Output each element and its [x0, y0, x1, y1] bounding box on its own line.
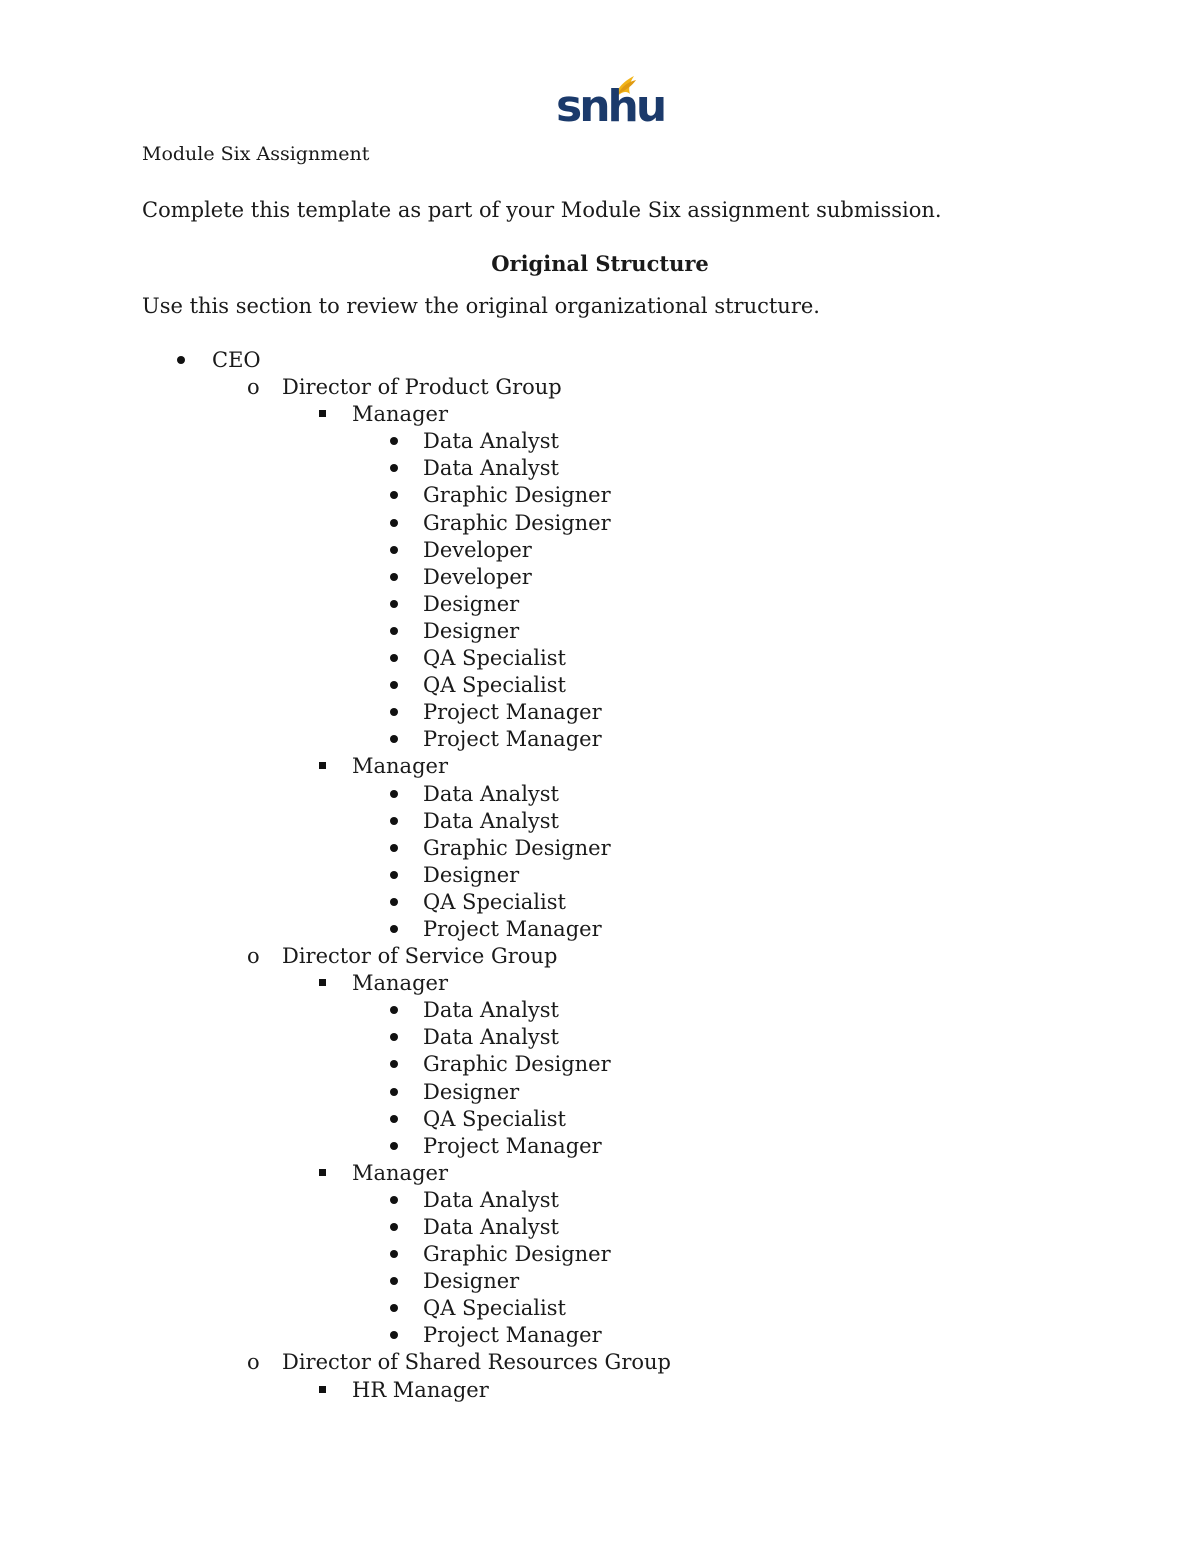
bullet-disc-icon [390, 790, 398, 798]
list-item-director [0, 1348, 1200, 1375]
list-item-staff [0, 1267, 1200, 1294]
list-item-manager [0, 1159, 1200, 1186]
bullet-square-icon [319, 1386, 326, 1393]
item-label: Manager [352, 971, 448, 996]
item-label: QA Specialist [423, 1106, 566, 1131]
list-item-staff [0, 780, 1200, 807]
item-label: Graphic Designer [423, 1242, 611, 1267]
bullet-disc-icon [390, 735, 398, 743]
bullet-disc-icon [390, 1331, 398, 1339]
bullet-disc-icon [390, 1196, 398, 1204]
org-chart-list [0, 346, 1200, 1403]
item-label: Designer [423, 618, 520, 643]
list-item-staff [0, 888, 1200, 915]
list-item-staff [0, 590, 1200, 617]
bullet-square-icon [319, 1169, 326, 1176]
bullet-disc-icon [390, 1223, 398, 1231]
item-label: Project Manager [423, 700, 602, 725]
list-item-staff [0, 915, 1200, 942]
snhu-logo [556, 72, 665, 134]
item-label: Project Manager [423, 1133, 602, 1158]
list-item-staff [0, 1240, 1200, 1267]
bullet-disc-icon [390, 437, 398, 445]
section-description: Use this section to review the original organizational structure. [142, 294, 820, 318]
list-item-staff [0, 536, 1200, 563]
bullet-circle-icon: o [247, 375, 260, 400]
list-item-staff [0, 454, 1200, 481]
bullet-disc-icon [390, 464, 398, 472]
list-item-staff [0, 1321, 1200, 1348]
list-item-staff [0, 671, 1200, 698]
item-label: QA Specialist [423, 646, 566, 671]
item-label: Manager [352, 402, 448, 427]
list-item-staff [0, 834, 1200, 861]
bullet-disc-icon [390, 1277, 398, 1285]
item-label: Project Manager [423, 916, 602, 941]
item-label: Data Analyst [423, 1215, 559, 1239]
item-label: Developer [423, 564, 532, 589]
list-item-staff [0, 807, 1200, 834]
item-label: Director of Product Group [282, 375, 562, 400]
list-item-manager [0, 400, 1200, 427]
item-label: Director of Service Group [282, 944, 558, 969]
item-label: Manager [352, 754, 448, 779]
bullet-disc-icon [390, 573, 398, 581]
item-label: Data Analyst [423, 808, 559, 833]
bullet-disc-icon [390, 600, 398, 608]
list-item-staff [0, 427, 1200, 454]
list-item-manager [0, 752, 1200, 779]
list-item-staff [0, 1050, 1200, 1077]
item-label: Data Analyst [423, 1187, 559, 1212]
list-item-staff [0, 698, 1200, 725]
bullet-circle-icon: o [247, 1350, 260, 1375]
bullet-disc-icon [390, 1033, 398, 1041]
bullet-disc-icon [390, 1060, 398, 1068]
item-label: QA Specialist [423, 1296, 566, 1321]
bullet-disc-icon [390, 519, 398, 527]
bullet-disc-icon [390, 898, 398, 906]
bullet-disc-icon [390, 627, 398, 635]
bullet-disc-icon [390, 844, 398, 852]
item-label: Data Analyst [423, 781, 559, 806]
item-label: Data Analyst [423, 1025, 559, 1050]
list-item-staff [0, 1023, 1200, 1050]
list-item-staff [0, 861, 1200, 888]
item-label: Data Analyst [423, 429, 559, 454]
bullet-disc-icon [390, 708, 398, 716]
item-label: QA Specialist [423, 673, 566, 698]
intro-text: Complete this template as part of your Module Six assignment submission. [142, 198, 942, 222]
bullet-square-icon [319, 410, 326, 417]
item-label: Designer [423, 591, 520, 616]
item-label: Manager [352, 1160, 448, 1185]
list-item-staff [0, 509, 1200, 536]
bullet-disc-icon [390, 1088, 398, 1096]
item-label: Project Manager [423, 1323, 602, 1348]
list-item-manager [0, 969, 1200, 996]
item-label: Graphic Designer [423, 1052, 611, 1077]
item-label: Designer [423, 1079, 520, 1104]
list-item-staff [0, 563, 1200, 590]
list-item-staff [0, 1186, 1200, 1213]
bullet-disc-icon [390, 491, 398, 499]
section-title: Original Structure [491, 251, 709, 276]
item-label: Developer [423, 537, 532, 562]
list-item-staff [0, 617, 1200, 644]
list-item-staff [0, 996, 1200, 1023]
item-label: HR Manager [352, 1377, 489, 1402]
list-item-staff [0, 1078, 1200, 1105]
bullet-square-icon [319, 979, 326, 986]
list-item-ceo [0, 346, 1200, 373]
list-item-staff [0, 481, 1200, 508]
item-label: CEO [212, 348, 261, 372]
bullet-disc-icon [390, 1250, 398, 1258]
list-item-staff [0, 1213, 1200, 1240]
logo-wordmark: snhu [556, 81, 665, 132]
item-label: Data Analyst [423, 998, 559, 1023]
list-item-director [0, 942, 1200, 969]
bullet-circle-icon: o [247, 944, 260, 969]
item-label: QA Specialist [423, 889, 566, 914]
item-label: Project Manager [423, 727, 602, 752]
bullet-disc-icon [390, 1115, 398, 1123]
item-label: Data Analyst [423, 456, 559, 481]
list-item-staff [0, 644, 1200, 671]
bullet-disc-icon [390, 654, 398, 662]
bullet-disc-icon [390, 1304, 398, 1312]
list-item-staff [0, 1105, 1200, 1132]
item-label: Graphic Designer [423, 483, 611, 508]
item-label: Graphic Designer [423, 835, 611, 860]
item-label: Designer [423, 862, 520, 887]
bullet-disc-icon [390, 1006, 398, 1014]
bullet-disc-icon [390, 681, 398, 689]
bullet-disc-icon [390, 817, 398, 825]
item-label: Director of Shared Resources Group [282, 1350, 671, 1375]
list-item-manager [0, 1376, 1200, 1403]
bullet-disc-icon [390, 871, 398, 879]
document-label: Module Six Assignment [142, 143, 370, 165]
list-item-staff [0, 725, 1200, 752]
list-item-staff [0, 1132, 1200, 1159]
bullet-disc-icon [177, 356, 185, 364]
item-label: Graphic Designer [423, 510, 611, 535]
bullet-disc-icon [390, 1142, 398, 1150]
list-item-director [0, 373, 1200, 400]
bullet-disc-icon [390, 546, 398, 554]
list-item-staff [0, 1294, 1200, 1321]
item-label: Designer [423, 1269, 520, 1294]
bullet-disc-icon [390, 925, 398, 933]
bullet-square-icon [319, 762, 326, 769]
